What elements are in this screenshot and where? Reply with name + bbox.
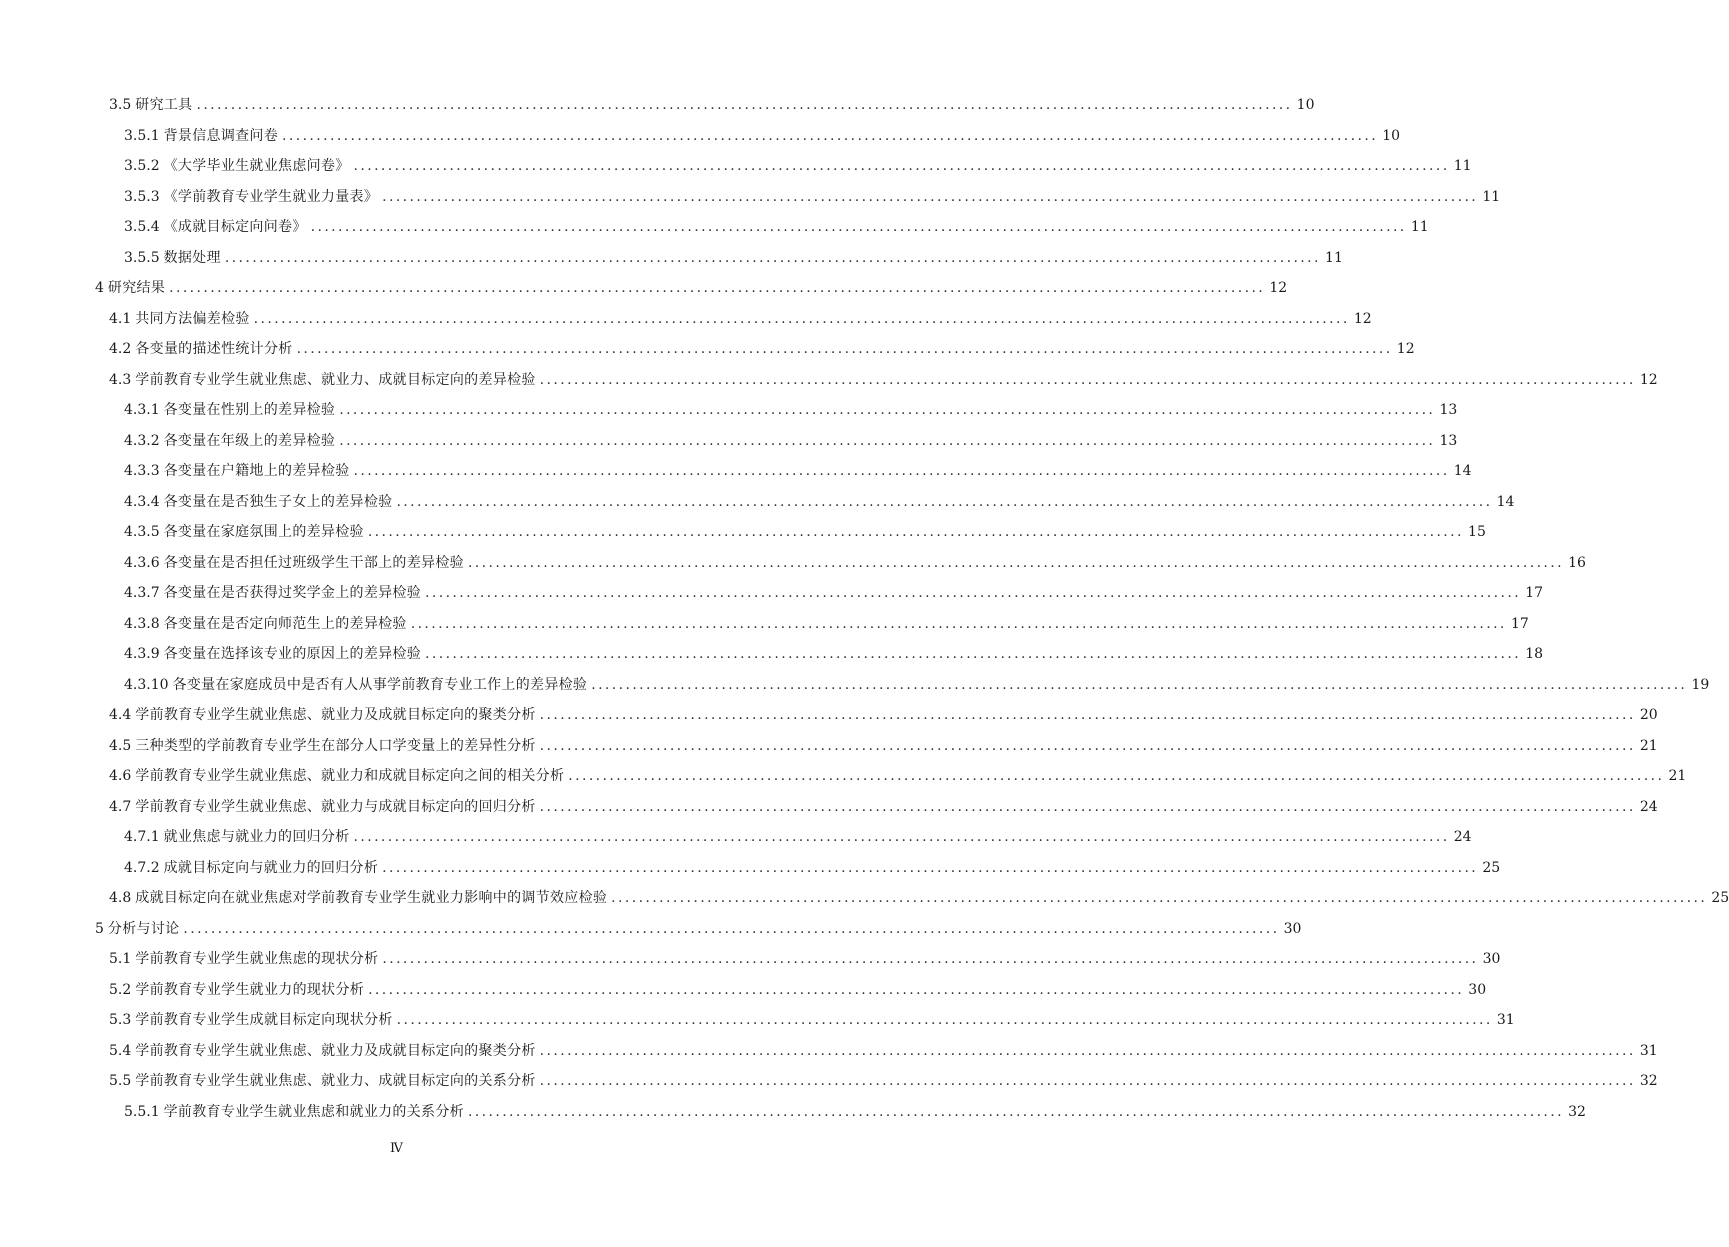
toc-entry[interactable] xyxy=(109,1036,1658,1066)
toc-entry-page: 10 xyxy=(1296,97,1315,113)
dot-leader: ................................................................................................................................................................ xyxy=(539,1042,1636,1059)
toc-entry[interactable] xyxy=(124,822,1472,852)
toc-entry-number: 5.3 xyxy=(109,1012,132,1028)
toc-entry-number: 4.3.10 xyxy=(124,676,169,693)
toc-entry-number: 5.5 xyxy=(109,1073,132,1089)
toc-entry[interactable] xyxy=(124,517,1486,547)
toc-entry-page: 12 xyxy=(1353,310,1372,327)
toc-entry-title: 各变量在是否担任过班级学生干部上的差异检验 xyxy=(163,554,464,571)
toc-entry-page: 13 xyxy=(1439,432,1458,449)
toc-entry-page: 31 xyxy=(1639,1042,1658,1059)
toc-entry-title: 学前教育专业学生就业力的现状分析 xyxy=(135,981,365,998)
toc-entry-title: 各变量在是否获得过奖学金上的差异检验 xyxy=(163,585,422,601)
toc-entry-number: 3.5 xyxy=(109,97,132,113)
toc-entry-page: 20 xyxy=(1639,707,1658,723)
toc-entry-title: 学前教育专业学生就业焦虑、就业力、成就目标定向的差异检验 xyxy=(135,371,536,388)
toc-entry-title: 数据处理 xyxy=(163,249,221,266)
dot-leader: ................................................................................................................................................................ xyxy=(396,1012,1493,1028)
toc-entry[interactable] xyxy=(124,639,1544,669)
toc-entry-page: 24 xyxy=(1453,829,1472,845)
toc-entry[interactable] xyxy=(124,548,1586,578)
dot-leader: ................................................................................................................................................................ xyxy=(253,310,1350,327)
toc-entry-number: 4.5 xyxy=(109,737,132,754)
toc-entry-title: 背景信息调查问卷 xyxy=(163,127,279,144)
toc-entry-title: 研究结果 xyxy=(107,280,166,296)
toc-entry-page: 30 xyxy=(1468,981,1487,998)
toc-entry-page: 10 xyxy=(1382,127,1401,144)
toc-entry[interactable] xyxy=(109,975,1487,1005)
toc-entry-title: 共同方法偏差检验 xyxy=(135,310,250,327)
dot-leader: ................................................................................................................................................................ xyxy=(353,829,1450,845)
toc-entry-title: 学前教育专业学生就业焦虑、就业力及成就目标定向的聚类分析 xyxy=(135,1042,536,1059)
toc-entry[interactable] xyxy=(109,761,1687,791)
toc-entry-title: 就业焦虑与就业力的回归分析 xyxy=(163,829,350,845)
toc-entry-title: 成就目标定向与就业力的回归分析 xyxy=(163,859,379,876)
dot-leader: ................................................................................................................................................................ xyxy=(224,249,1321,266)
dot-leader: ................................................................................................................................................................ xyxy=(382,859,1479,876)
dot-leader: ................................................................................................................................................................ xyxy=(539,737,1636,754)
toc-entry-number: 4.3.4 xyxy=(124,493,160,510)
dot-leader: ................................................................................................................................................................ xyxy=(353,158,1450,174)
dot-leader: ................................................................................................................................................................ xyxy=(410,615,1507,632)
toc-entry-page: 21 xyxy=(1639,737,1658,754)
toc-entry-title: 各变量在是否独生子女上的差异检验 xyxy=(163,493,393,510)
toc-entry[interactable] xyxy=(109,731,1658,761)
toc-entry-number: 4.3 xyxy=(109,371,132,388)
toc-entry-number: 4.1 xyxy=(109,310,132,327)
toc-entry-number: 4.3.6 xyxy=(124,554,160,571)
dot-leader: ................................................................................................................................................................ xyxy=(382,188,1479,205)
toc-entry-page: 21 xyxy=(1668,768,1687,784)
toc-entry-title: 各变量在选择该专业的原因上的差异检验 xyxy=(163,646,422,662)
toc-entry-number: 4.3.8 xyxy=(124,615,160,632)
toc-entry[interactable] xyxy=(109,883,1729,913)
toc-entry-title: 《成就目标定向问卷》 xyxy=(163,219,307,235)
dot-leader: ................................................................................................................................................................ xyxy=(425,585,1522,601)
toc-entry-title: 《学前教育专业学生就业力量表》 xyxy=(163,188,379,205)
toc-entry-title: 研究工具 xyxy=(135,97,193,113)
toc-entry-number: 5.2 xyxy=(109,981,132,998)
toc-entry-page: 11 xyxy=(1325,249,1343,266)
toc-entry-page: 15 xyxy=(1468,524,1486,540)
toc-entry-number: 4.7.1 xyxy=(124,829,160,845)
toc-entry-page: 25 xyxy=(1482,859,1501,876)
toc-entry-title: 学前教育专业学生就业焦虑、就业力及成就目标定向的聚类分析 xyxy=(135,707,536,723)
toc-entry-number: 3.5.3 xyxy=(124,188,160,205)
toc-entry-page: 31 xyxy=(1496,1012,1515,1028)
toc-entry-title: 学前教育专业学生就业焦虑、就业力和成就目标定向之间的相关分析 xyxy=(135,768,565,784)
dot-leader: ................................................................................................................................................................ xyxy=(382,951,1479,967)
toc-entry-title: 各变量在家庭成员中是否有人从事学前教育专业工作上的差异检验 xyxy=(172,676,588,693)
dot-leader: ................................................................................................................................................................ xyxy=(611,890,1708,906)
toc-entry-title: 三种类型的学前教育专业学生在部分人口学变量上的差异性分析 xyxy=(135,737,536,754)
toc-entry[interactable] xyxy=(124,1097,1586,1127)
toc-entry-number: 4.3.1 xyxy=(124,402,160,418)
toc-entry-page: 19 xyxy=(1691,676,1710,693)
toc-entry-page: 18 xyxy=(1525,646,1544,662)
toc-entry-page: 12 xyxy=(1639,371,1658,388)
toc-entry-number: 4.3.2 xyxy=(124,432,160,449)
toc-entry-number: 4.3.7 xyxy=(124,585,160,601)
toc-entry-title: 学前教育专业学生就业焦虑、就业力与成就目标定向的回归分析 xyxy=(135,798,536,815)
toc-entry[interactable] xyxy=(124,578,1544,608)
dot-leader: ................................................................................................................................................................ xyxy=(183,920,1280,937)
dot-leader: ................................................................................................................................................................ xyxy=(169,280,1266,296)
toc-entry-page: 12 xyxy=(1269,280,1288,296)
toc-entry-number: 4.8 xyxy=(109,890,132,906)
toc-entry-title: 各变量在年级上的差异检验 xyxy=(163,432,336,449)
toc-entry[interactable] xyxy=(109,304,1372,334)
dot-leader: ................................................................................................................................................................ xyxy=(467,1103,1564,1120)
toc-entry-number: 4.7.2 xyxy=(124,859,160,876)
dot-leader: ................................................................................................................................................................ xyxy=(591,676,1688,693)
toc-entry-page: 12 xyxy=(1396,341,1415,357)
toc-entry[interactable] xyxy=(124,151,1472,181)
toc-entry-page: 30 xyxy=(1482,951,1501,967)
toc-entry[interactable] xyxy=(109,1005,1515,1035)
toc-entry[interactable] xyxy=(124,121,1401,151)
dot-leader: ................................................................................................................................................................ xyxy=(467,554,1564,571)
toc-entry[interactable] xyxy=(95,914,1302,944)
toc-entry-title: 各变量在是否定向师范生上的差异检验 xyxy=(163,615,407,632)
toc-entry-page: 14 xyxy=(1496,493,1515,510)
dot-leader: ................................................................................................................................................................ xyxy=(368,981,1465,998)
toc-entry-number: 4.4 xyxy=(109,707,132,723)
toc-entry-page: 11 xyxy=(1453,158,1472,174)
toc-entry[interactable] xyxy=(109,944,1501,974)
toc-entry[interactable] xyxy=(109,700,1658,730)
toc-entry-page: 16 xyxy=(1568,554,1586,571)
dot-leader: ................................................................................................................................................................ xyxy=(339,432,1436,449)
dot-leader: ................................................................................................................................................................ xyxy=(310,219,1407,235)
toc-entry-number: 4.6 xyxy=(109,768,132,784)
toc-entry-title: 学前教育专业学生就业焦虑和就业力的关系分析 xyxy=(163,1103,464,1120)
toc-entry-title: 各变量在户籍地上的差异检验 xyxy=(163,463,350,479)
toc-entry-page: 14 xyxy=(1453,463,1472,479)
toc-entry-page: 25 xyxy=(1711,890,1729,906)
toc-entry-page: 32 xyxy=(1568,1103,1586,1120)
toc-entry-page: 17 xyxy=(1510,615,1529,632)
toc-entry-number: 5.5.1 xyxy=(124,1103,160,1120)
toc-entry-number: 5 xyxy=(95,920,104,937)
toc-entry-page: 13 xyxy=(1439,402,1458,418)
dot-leader: ................................................................................................................................................................ xyxy=(539,371,1636,388)
dot-leader: ................................................................................................................................................................ xyxy=(568,768,1665,784)
toc-entry-number: 4.2 xyxy=(109,341,132,357)
toc-entry[interactable] xyxy=(124,182,1501,212)
dot-leader: ................................................................................................................................................................ xyxy=(367,524,1464,540)
toc-entry[interactable] xyxy=(124,670,1710,700)
toc-entry-title: 各变量在家庭氛围上的差异检验 xyxy=(163,524,364,540)
toc-entry[interactable] xyxy=(109,365,1658,395)
toc-entry[interactable] xyxy=(124,609,1529,639)
toc-entry[interactable] xyxy=(109,792,1658,822)
dot-leader: ................................................................................................................................................................ xyxy=(296,341,1393,357)
toc-entry[interactable] xyxy=(124,487,1515,517)
toc-entry[interactable] xyxy=(124,853,1501,883)
dot-leader: ................................................................................................................................................................ xyxy=(339,402,1436,418)
toc-entry-page: 32 xyxy=(1639,1073,1658,1089)
toc-entry-page: 11 xyxy=(1410,219,1429,235)
toc-entry[interactable] xyxy=(109,334,1415,364)
toc-entry-number: 3.5.5 xyxy=(124,249,160,266)
toc-entry-number: 4.3.9 xyxy=(124,646,160,662)
dot-leader: ................................................................................................................................................................ xyxy=(196,97,1293,113)
toc-entry[interactable] xyxy=(124,456,1472,486)
toc-entry[interactable] xyxy=(109,1066,1658,1096)
toc-entry-page: 30 xyxy=(1283,920,1302,937)
toc-entry[interactable] xyxy=(124,426,1458,456)
toc-entry-number: 3.5.4 xyxy=(124,219,160,235)
toc-entry-title: 成就目标定向在就业焦虑对学前教育专业学生就业力影响中的调节效应检验 xyxy=(135,890,608,906)
toc-entry[interactable] xyxy=(95,273,1288,303)
toc-entry-title: 学前教育专业学生就业焦虑、就业力、成就目标定向的关系分析 xyxy=(135,1073,536,1089)
toc-entry[interactable] xyxy=(124,243,1343,273)
toc-entry[interactable] xyxy=(109,90,1315,120)
toc-entry-title: 学前教育专业学生成就目标定向现状分析 xyxy=(135,1012,393,1028)
toc-entry[interactable] xyxy=(124,395,1458,425)
dot-leader: ................................................................................................................................................................ xyxy=(396,493,1493,510)
dot-leader: ................................................................................................................................................................ xyxy=(539,798,1636,815)
toc-entry-number: 5.1 xyxy=(109,951,132,967)
dot-leader: ................................................................................................................................................................ xyxy=(539,707,1636,723)
toc-entry[interactable] xyxy=(124,212,1429,242)
toc-entry-title: 《大学毕业生就业焦虑问卷》 xyxy=(163,158,350,174)
toc-entry-number: 4.7 xyxy=(109,798,132,815)
toc-entry-title: 各变量在性别上的差异检验 xyxy=(163,402,336,418)
dot-leader: ................................................................................................................................................................ xyxy=(425,646,1522,662)
toc-entry-number: 4.3.5 xyxy=(124,524,160,540)
toc-entry-page: 24 xyxy=(1639,798,1658,815)
toc-entry-title: 学前教育专业学生就业焦虑的现状分析 xyxy=(135,951,379,967)
toc-entry-number: 4.3.3 xyxy=(124,463,160,479)
dot-leader: ................................................................................................................................................................ xyxy=(539,1073,1636,1089)
toc-entry-title: 分析与讨论 xyxy=(107,920,180,937)
page-number-footer: Ⅳ xyxy=(390,1141,403,1156)
dot-leader: ................................................................................................................................................................ xyxy=(282,127,1379,144)
toc-entry-number: 3.5.1 xyxy=(124,127,160,144)
toc-entry-number: 4 xyxy=(95,280,104,296)
toc-entry-number: 3.5.2 xyxy=(124,158,160,174)
toc-entry-page: 17 xyxy=(1525,585,1544,601)
dot-leader: ................................................................................................................................................................ xyxy=(353,463,1450,479)
toc-entry-page: 11 xyxy=(1482,188,1501,205)
toc-entry-title: 各变量的描述性统计分析 xyxy=(135,341,293,357)
toc-entry-number: 5.4 xyxy=(109,1042,132,1059)
